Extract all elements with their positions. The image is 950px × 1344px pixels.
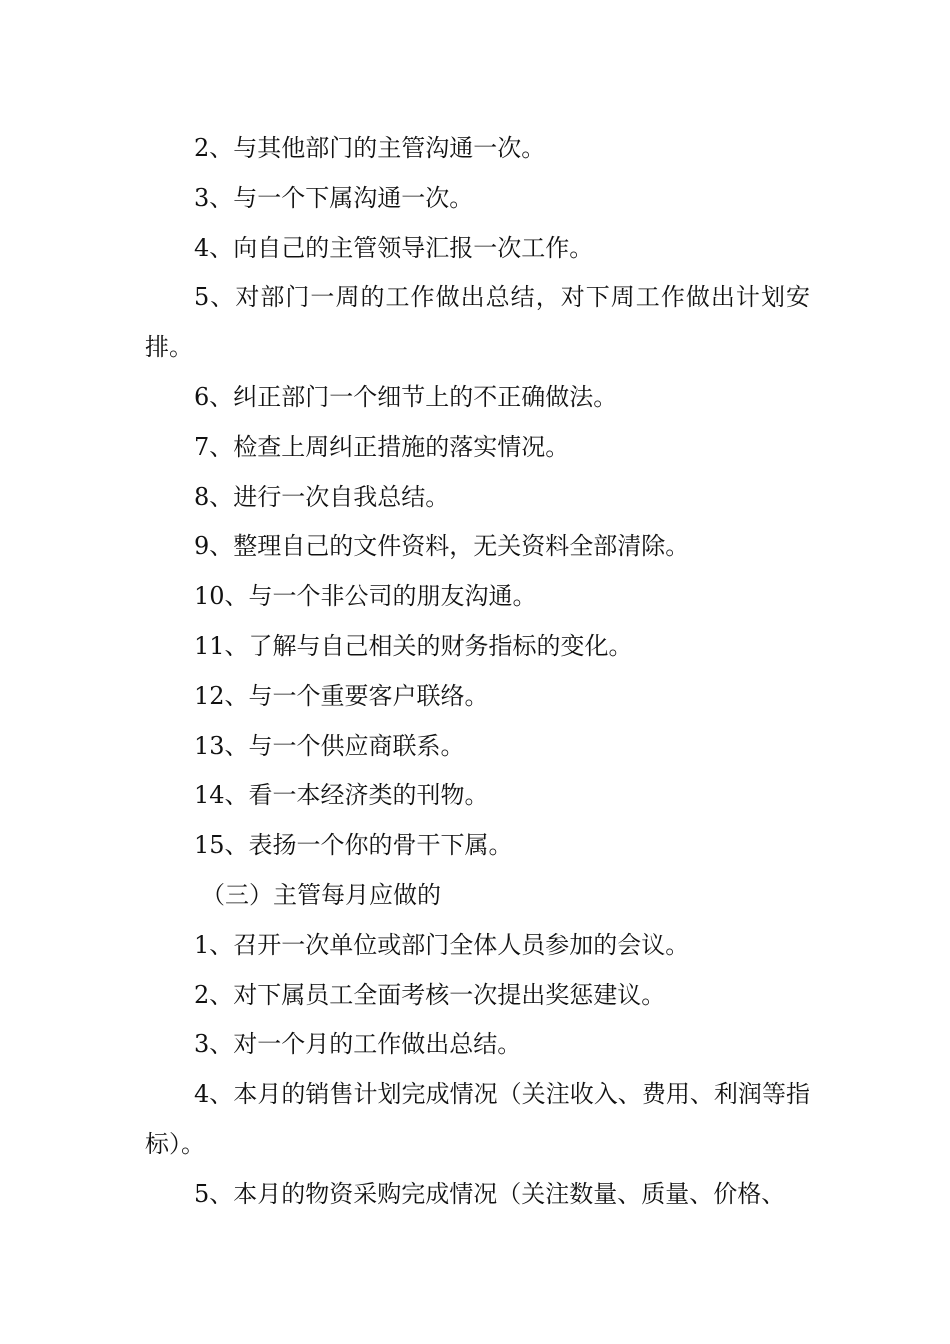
list-item: 14、看一本经济类的刊物。 [194, 781, 489, 810]
list-item: 12、与一个重要客户联络。 [194, 681, 489, 710]
list-item: 5、本月的物资采购完成情况（关注数量、质量、价格、 [194, 1179, 786, 1208]
list-item: 3、对一个月的工作做出总结。 [194, 1030, 522, 1059]
list-item: 7、检查上周纠正措施的落实情况。 [194, 432, 570, 461]
list-item: 15、表扬一个你的骨干下属。 [194, 831, 513, 860]
section-heading: （三）主管每月应做的 [201, 880, 441, 909]
list-item: 13、与一个供应商联系。 [194, 731, 465, 760]
list-item: 6、纠正部门一个细节上的不正确做法。 [194, 382, 618, 411]
list-item: 9、整理自己的文件资料，无关资料全部清除。 [194, 532, 690, 561]
list-item: 10、与一个非公司的朋友沟通。 [194, 582, 537, 611]
list-item: 1、召开一次单位或部门全体人员参加的会议。 [194, 930, 690, 959]
list-item: 5、对部门一周的工作做出总结，对下周工作做出计划安排。 [145, 283, 810, 362]
list-item: 2、对下属员工全面考核一次提出奖惩建议。 [194, 980, 666, 1009]
document-body [145, 124, 810, 1220]
list-item: 4、向自己的主管领导汇报一次工作。 [194, 233, 594, 262]
list-item: 2、与其他部门的主管沟通一次。 [194, 134, 546, 162]
list-item: 11、了解与自己相关的财务指标的变化。 [194, 631, 633, 660]
list-item: 8、进行一次自我总结。 [194, 482, 450, 511]
list-item: 4、本月的销售计划完成情况（关注收入、费用、利润等指标）。 [145, 1080, 810, 1158]
list-item: 3、与一个下属沟通一次。 [194, 183, 474, 212]
